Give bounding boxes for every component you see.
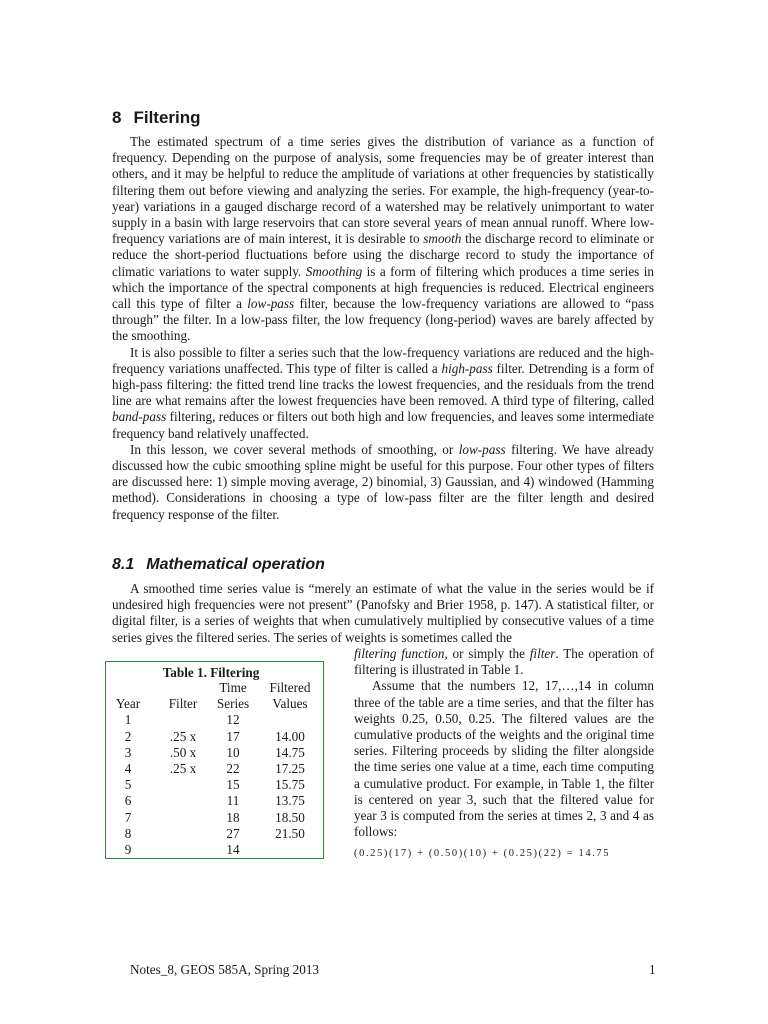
intro-text: [112, 134, 654, 523]
intro-paragraph-1: [112, 134, 654, 345]
text-run: The estimated spectrum of a time series gives the distribution of variance as a function of frequency. Depending on the purpose of analysis, some frequencies may be of greater interest than others, and it may be helpful to reduce the amplitude of variations at other frequencies by statistically filtering them out before viewing and analyzing the series. For example, the high-frequency (year-to-year) variations in a gauged discharge record of a watershed may be relatively unimportant to water supply in a basin with large reservoirs that can store several years of mean annual runoff. Where low-frequency variations are of main interest, it is desirable to: [112, 134, 654, 247]
table-cell: 1: [124, 712, 132, 728]
text-run: filtering. We have already discussed how the cubic smoothing spline might be useful for this purpose. Four other types of filters are discussed here: 1) simple moving average, 2) binomial, 3) Gaussian, and 4) windowed (Hamming method). Considerations in choosing a type of low-pass filter are the filter length and desired frequency response of the filter.: [112, 441, 655, 522]
table-cell: 18: [226, 809, 240, 825]
table-cell: 17.25: [275, 760, 305, 776]
table-cell: 15: [226, 777, 240, 793]
text-run: In this lesson, we cover several methods of smoothing, or: [130, 441, 459, 457]
table-cell: [160, 826, 206, 842]
table-cell: 11: [226, 793, 240, 809]
table-header-cell: Values: [272, 696, 308, 712]
table-header-cell: Filter: [168, 696, 198, 712]
table-cell: [160, 712, 206, 728]
table-cell: 12: [226, 712, 240, 728]
table-cell: 17: [226, 728, 240, 744]
table-cell: 15.75: [275, 777, 305, 793]
table-header-cell: Filtered: [269, 680, 311, 695]
table-cell: 7: [124, 809, 132, 825]
table-cell: [262, 712, 318, 728]
table-header-cell: Series: [216, 696, 250, 712]
table-cell: [160, 777, 206, 793]
table-header-cell: [160, 680, 206, 696]
math-text: [112, 581, 654, 646]
emphasis-smoothing: Smoothing: [305, 263, 363, 279]
table-header-cell: [110, 680, 146, 696]
text-run: It is also possible to filter a series such that the low-frequency variations are reduced and the high-frequency variations unaffected. This type of filter is called a: [112, 344, 654, 376]
table-cell: 22: [226, 760, 240, 776]
table-cell: .50 x: [169, 744, 197, 760]
column-filtered-values: [262, 680, 318, 858]
text-run: . The operation of filtering is illustrated in Table 1.: [354, 646, 654, 678]
emphasis-filter: filter: [529, 646, 556, 661]
table-cell: 13.75: [275, 793, 305, 809]
math-paragraph-1: A smoothed time series value is “merely an estimate of what the value in the series would be if undesired high frequencies were not present” (Panofsky and Brier 1958, p. 147). A statistical filter, or digital filter, is a series of weights that when cumulatively multiplied by consecutive values of a time series gives the filtered series. The series of weights is sometimes called the: [112, 581, 654, 645]
table-cell: 2: [124, 728, 132, 744]
subsection-heading: [112, 556, 325, 574]
table-header-cell: Time: [219, 680, 247, 695]
table-title: Table 1. Filtering: [162, 665, 260, 680]
table-cell: 9: [124, 841, 132, 857]
filtering-table: [105, 661, 324, 859]
table-cell: 3: [124, 744, 132, 760]
table-side-text: [354, 646, 654, 840]
table-cell: 4: [124, 760, 132, 776]
emphasis-low-pass: low-pass: [247, 296, 295, 312]
intro-paragraph-3: [112, 442, 654, 523]
table-cell: .25 x: [169, 760, 197, 776]
column-time-series: [210, 680, 256, 858]
table-cell: [160, 810, 206, 826]
footer-label: Notes_8, GEOS 585A, Spring 2013: [130, 962, 320, 977]
subsection-title: Mathematical operation: [146, 556, 325, 573]
table-cell: 14.75: [275, 744, 305, 760]
table-cell: 6: [124, 793, 132, 809]
text-run: or simply the: [447, 646, 530, 661]
text-run: filtering, reduces or filters out both high and low frequencies, and leaves some intermediate frequency band relatively unaffected.: [112, 409, 654, 441]
intro-paragraph-2: [112, 345, 654, 442]
table-cell: 14.00: [275, 728, 305, 744]
table-cell: 8: [124, 825, 132, 841]
filter-equation: (0.25)(17) + (0.50)(10) + (0.25)(22) = 14.75: [354, 848, 611, 859]
table-cell: [160, 793, 206, 809]
table-cell: [262, 842, 318, 858]
math-paragraph-1-continued: [354, 646, 654, 678]
column-filter: [160, 680, 206, 858]
section-number: 8: [112, 108, 122, 127]
emphasis-smooth: smooth: [423, 231, 462, 247]
text-run: filter. Detrending is a form of high-pass filtering: the fitted trend line tracks the lowest frequencies, and the residuals from the trend line are what remains after the lowest frequencies have been removed. A third type of filtering, called: [112, 360, 654, 409]
text-run: filter, because the low-frequency variations are allowed to “pass through” the filter. In a low-pass filter, the low frequency (long-period) waves are barely affected by the smoothing.: [112, 296, 654, 344]
table-cell: 27: [226, 825, 240, 841]
table-cell: 5: [124, 777, 132, 793]
table-cell: 21.50: [275, 825, 305, 841]
table-cell: 14: [226, 841, 240, 857]
table-cell: 18.50: [275, 809, 305, 825]
section-heading: [112, 108, 201, 128]
emphasis-filtering-function: filtering function,: [354, 646, 448, 661]
table-cell: [160, 842, 206, 858]
table-header-cell: Year: [115, 696, 141, 712]
column-year: [110, 680, 146, 858]
table-cell: 10: [226, 744, 240, 760]
subsection-number: 8.1: [112, 556, 135, 573]
emphasis-low-pass: low-pass: [458, 441, 506, 457]
emphasis-high-pass: high-pass: [441, 360, 493, 376]
section-title: Filtering: [133, 108, 201, 127]
emphasis-band-pass: band-pass: [112, 409, 167, 425]
text-run: is a form of filtering which produces a time series in which the importance of the spectral components at high frequencies is reduced. Electrical engineers call this type of filter a: [112, 263, 654, 312]
table-cell: .25 x: [169, 728, 197, 744]
math-paragraph-2: Assume that the numbers 12, 17,…,14 in column three of the table are a time series, and that the filter has weights 0.25, 0.50, 0.25. The filtered values are the cumulative products of the weights and the original time series. Filtering proceeds by sliding the filter alongside the time series one value at a time, each time computing a cumulative product. For example, in Table 1, the filter is centered on year 3, such that the filtered value for year 3 is computed from the series at times 2, 3 and 4 as follows:: [354, 678, 654, 840]
text-run: the discharge record to eliminate or reduce the short-period fluctuations before using the discharge record to study the importance of climatic variations to water supply.: [112, 231, 655, 279]
page-number: 1: [649, 962, 656, 977]
